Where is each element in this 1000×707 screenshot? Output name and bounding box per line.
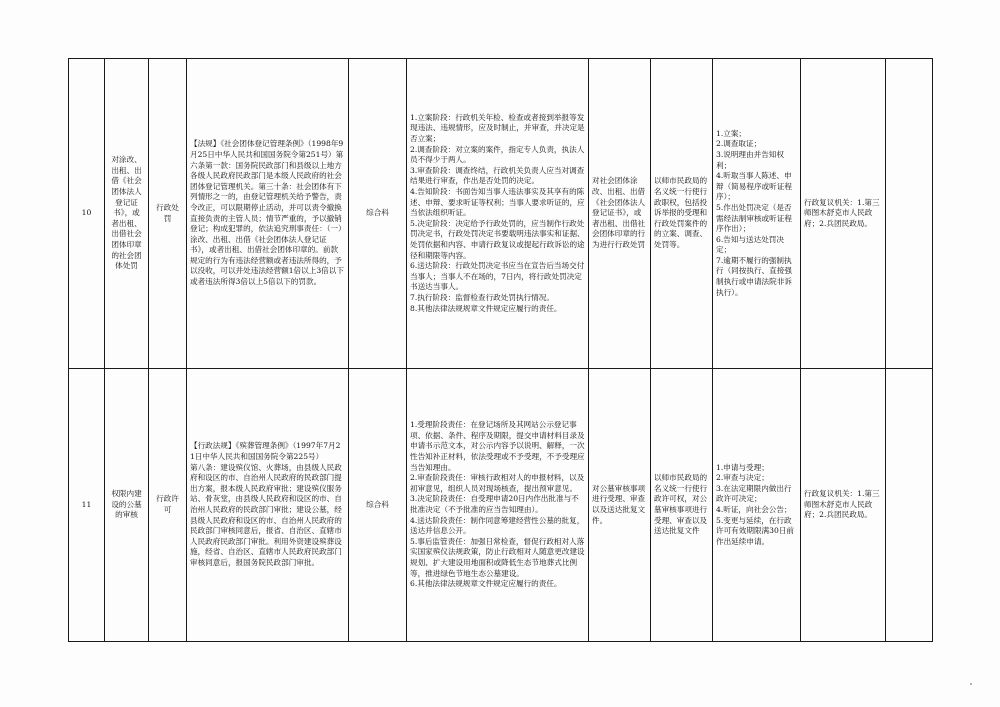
table-row: [69, 369, 933, 642]
procedure-step: 1.申请与受理；: [716, 462, 769, 472]
procedure-step: 2.审查与决定；: [716, 473, 769, 483]
responsibility-item: 3.决定阶段责任：自受理申请20日内作出批准与不批准决定（不予批准的应当告知理由）。: [410, 494, 579, 514]
remedy-channel: 行政复议机关：1.第三师图木舒克市人民政府；2.兵团民政局。: [801, 59, 886, 369]
responsibility-list: [407, 369, 589, 642]
responsibility-item: 4.告知阶段：书面告知当事人违法事实及其享有的陈述、申辩、要求听证等权利；当事人要求听证的，应当依法组织听证。: [410, 187, 585, 218]
responsibility-item: 3.审查阶段：调查终结，行政机关负责人应当对调查结果进行审查，作出是否处罚的决定。: [410, 165, 585, 186]
note-cell: [886, 369, 933, 642]
item-category: 行政许可: [149, 369, 187, 642]
responsibility-item: 2.审查阶段责任：审核行政相对人的申报材料，以及初审意见，组织人员对现场核查，提出预审意见。: [410, 473, 585, 493]
responsibility-table: [68, 58, 933, 642]
scan-speck: [970, 683, 972, 685]
procedure-step: 3.在法定期限内做出行政许可决定；: [716, 483, 792, 504]
procedure-step: 5.变更与延续，在行政许可有效期限满30日前作出延续申请。: [716, 515, 795, 546]
responsibility-item: 7.执行阶段：监督检查行政处罚执行情况。: [410, 292, 554, 302]
responsible-subject: 以师市民政局的名义统一行使行政职权，包括投诉举报的受理和行政处罚案件的的立案、调查、处罚等。: [651, 59, 713, 369]
responsible-subject: 以师市民政局的名义统一行使行政许可权，对公墓审核事项进行受理、审查以及送达批复文件: [651, 369, 713, 642]
procedure-step: 4.听证，向社会公告；: [716, 505, 792, 514]
legal-basis-text: 【法规】《社会团体登记管理条例》（1998年9月25日中华人民共和国国务院令第251号）第六条第一款：国务院民政部门和县级以上地方各级人民政府民政部门是本级人民政府的社会团体登记管理机关。第三十条：社会团体有下列情形之一的，由登记管理机关给予警告，责令改正，可以限期停止活动，并可以责令撤换直接负责的主管人员；情节严重的，予以撤销登记；构成犯罪的，依法追究刑事责任：（一）涂改、出租、出借《社会团体法人登记证书》，或者出租、出借社会团体印章的。前款规定的行为有违法经营额或者违法所得的，予以没收，可以并处违法经营额1倍以上3倍以下或者违法所得3倍以上5倍以下的罚款。: [190, 139, 344, 287]
row-number: 10: [69, 59, 105, 369]
item-name: 对涂改、出租、出借《社会团体法人登记证书》，或者出租、出借社会团体印章的社会团体处罚: [105, 59, 149, 369]
legal-basis-title: 【行政法规】《殡葬管理条例》（1997年7月21日中华人民共和国国务院令第225号）: [190, 441, 341, 462]
responsibility-list: [407, 59, 589, 369]
procedure-step: 6.告知与送达处罚决定；: [716, 234, 784, 255]
responsibility-matters: 对公墓审核事项进行受理、审查以及送达批复文件。: [589, 369, 651, 642]
responsibility-matters: 对社会团体涂改、出租、出借《社会团体法人登记证书》，或者出租、出借社会团体印章的行为进行行政处罚: [589, 59, 651, 369]
responsible-department: 综合科: [349, 369, 407, 642]
item-name: 权限内建设的公墓的审核: [105, 369, 149, 642]
procedure-list: [713, 369, 801, 642]
procedure-step: 2.调查取证；: [716, 139, 762, 149]
procedure-step: 5.作出处罚决定（是否需经法制审核或听证程序作出）；: [716, 202, 792, 234]
procedure-step: 1.立案；: [716, 128, 747, 138]
responsibility-item: 2.调查阶段：对立案的案件，指定专人负责，执法人员不得少于两人。: [410, 144, 585, 165]
legal-basis: [187, 369, 349, 642]
responsibility-item: 5.决定阶段：决定给予行政处罚的，应当制作行政处罚决定书，行政处罚决定书要载明违法事实和证据、处罚依据和内容、申请行政复议或提起行政诉讼的途径和期限等内容。: [410, 218, 585, 260]
responsible-department: 综合科: [349, 59, 407, 369]
responsibility-item: 1.立案阶段：行政机关年检、检查或者接到举报等发现违法、违规情形，应及时制止，并审查，并决定是否立案；: [410, 112, 585, 144]
procedure-step: 7.逾期不履行的强制执行（同按执行、直接强制执行或申请法院非诉执行）。: [716, 255, 792, 297]
legal-basis: [187, 59, 349, 369]
legal-basis-text: 第八条：建设殡仪馆、火葬场，由县级人民政府和设区的市、自治州人民政府的民政部门提出方案，报本级人民政府审批；建设殡仪服务站、骨灰堂，由县级人民政府和设区的市、自治州人民政府的民政部门审批；建设公墓，经县级人民政府和设区的市、自治州人民政府的民政部门审核同意后，报省、自治区、直辖市人民政府民政部门审批。利用外资建设殡葬设施，经省、自治区、直辖市人民政府民政部门审核同意后，报国务院民政部门审批。: [190, 462, 342, 567]
responsibility-item: 6.其他法律法规规章文件规定应履行的责任。: [410, 579, 562, 589]
remedy-channel: 行政复议机关：1.第三师图木舒克市人民政府；2.兵团民政局。: [801, 369, 886, 642]
responsibility-item: 5.事后监管责任：加强日常检查，督促行政相对人落实国家殡仪法规政策，防止行政相对人随意更改建设规划、扩大建设用地面积或降低生态节地葬式比例等，推进绿色节地生态公墓建设。: [410, 536, 585, 578]
responsibility-item: 1.受理阶段责任：在登记场所及其网站公示登记事项、依据、条件、程序及期限，提交申请材料目录及申请书示范文本，对公示内容予以说明、解释，一次性告知补正材料，依法受理或不予受理，不予受理应当告知理由。: [410, 420, 585, 472]
procedure-step: 3.说明理由并告知权利；: [716, 149, 784, 170]
responsibility-item: 4.送达阶段责任：制作同意筹建经营性公墓的批复，送达并信息公开。: [410, 515, 585, 536]
note-cell: [886, 59, 933, 369]
responsibility-item: 8.其他法律法规规章文件规定应履行的责任。: [410, 303, 562, 313]
responsibility-item: 6.送达阶段：行政处罚决定书应当在宣告后当场交付当事人；当事人不在场的，7日内，将行政处罚决定书送达当事人。: [410, 261, 585, 292]
procedure-list: [713, 59, 801, 369]
row-number: 11: [69, 369, 105, 642]
procedure-step: 4.听取当事人陈述、申辩（简易程序或听证程序）；: [716, 171, 792, 202]
table-row: [69, 59, 933, 369]
item-category: 行政处罚: [149, 59, 187, 369]
